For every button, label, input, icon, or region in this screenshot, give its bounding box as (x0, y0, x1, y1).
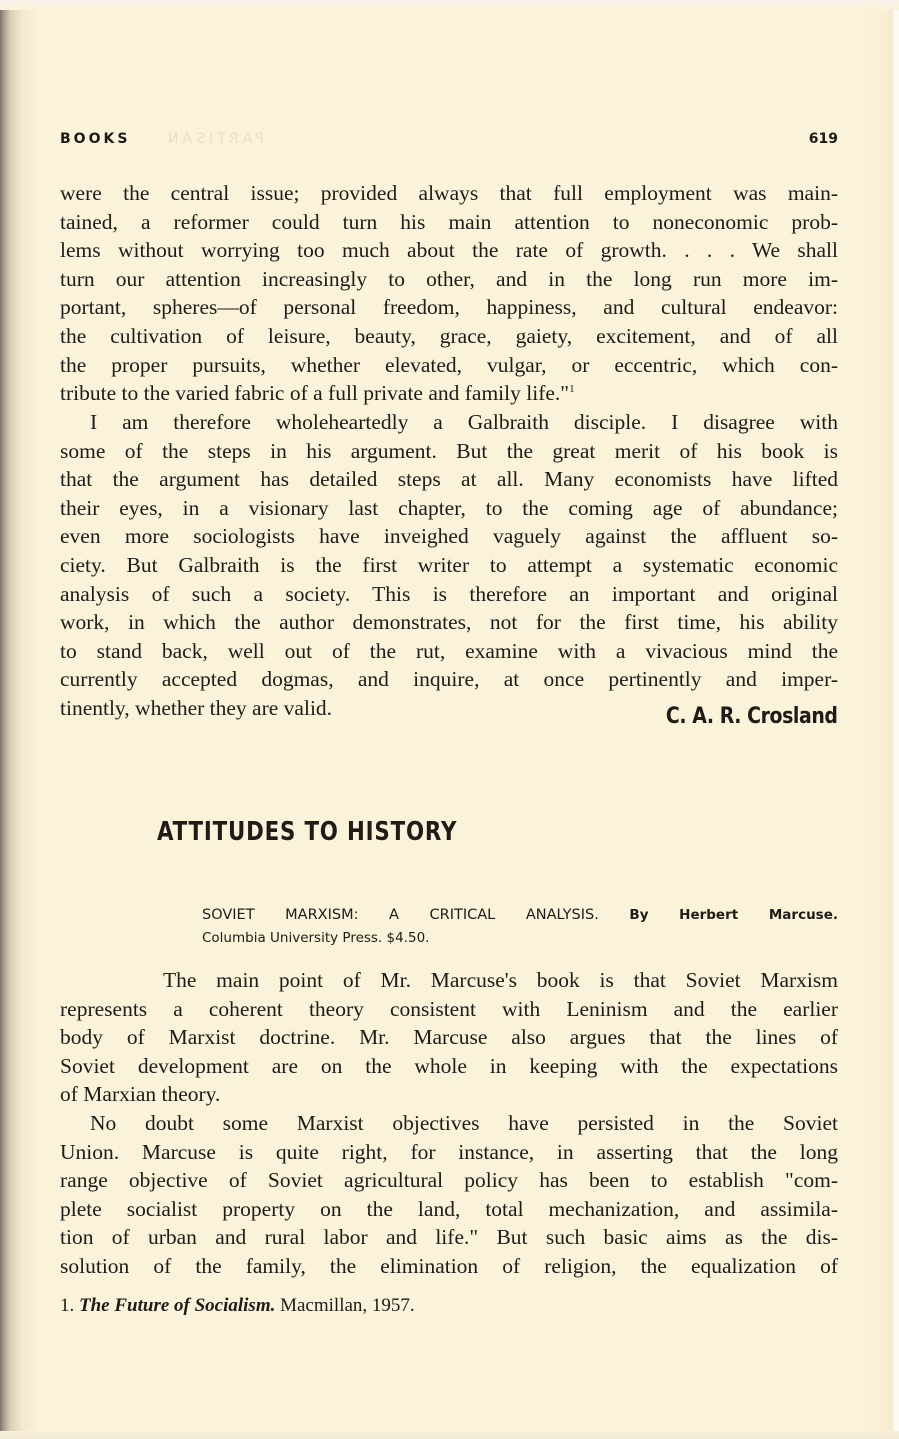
text-line: their eyes, in a visionary last chapter, to the coming age of abundance; (60, 495, 838, 520)
review1-quote-paragraph (60, 179, 838, 408)
page-number: 619 (808, 131, 838, 147)
text-line: work, in which the author demonstrates, not for the first time, his ability (60, 610, 838, 635)
footnote-marker: 1 (569, 383, 575, 396)
book-citation (202, 904, 838, 950)
text-line: The main point of Mr. Marcuse's book is that Soviet Marxism (163, 968, 838, 992)
text-line: tained, a reformer could turn his main attention to noneconomic prob- (60, 209, 838, 234)
book-title: SOVIET MARXISM: A CRITICAL ANALYSIS. (202, 907, 599, 923)
book-citation-line (202, 904, 838, 927)
review1-conclusion-paragraph (60, 408, 838, 723)
text-line: were the central issue; provided always that full employment was main- (60, 181, 838, 205)
bleed-through-text: PARTISAN (164, 131, 264, 147)
text-line: lems without worrying too much about the rate of growth. . . . We shall (60, 238, 838, 263)
text-line: of Marxian theory. (60, 1082, 221, 1107)
text-line: currently accepted dogmas, and inquire, at once pertinently and imper- (60, 667, 838, 692)
text-line: solution of the family, the elimination of religion, the equalization of (60, 1253, 838, 1278)
footnote-number: 1. (60, 1295, 75, 1316)
text-line: ciety. But Galbraith is the first writer to attempt a systematic economic (60, 552, 838, 577)
text-line: some of the steps in his argument. But the great merit of his book is (60, 438, 838, 463)
reviewer-signature: C. A. R. Crosland (665, 704, 837, 729)
footnote (60, 1294, 415, 1318)
review2-paragraph-1 (60, 966, 838, 1109)
text-line: represents a coherent theory consistent with Leninism and the earlier (60, 996, 838, 1021)
text-line: portant, spheres—of personal freedom, happiness, and cultural endeavor: (60, 295, 838, 320)
text-line: Union. Marcuse is quite right, for instance, in asserting that the long (60, 1139, 838, 1164)
text-line: plete socialist property on the land, total mechanization, and assimila- (60, 1196, 838, 1221)
text-line: body of Marxist doctrine. Mr. Marcuse also argues that the lines of (60, 1025, 838, 1050)
page-top-edge (0, 0, 899, 10)
text-line: range objective of Soviet agricultural policy has been to establish "com- (60, 1168, 838, 1193)
book-publisher-price: Columbia University Press. $4.50. (202, 930, 430, 946)
text-line: No doubt some Marxist objectives have persisted in the Soviet (90, 1111, 838, 1135)
text-line: analysis of such a society. This is therefore an important and original (60, 581, 838, 606)
text-line: that the argument has detailed steps at all. Many economists have lifted (60, 467, 838, 492)
text-line (60, 379, 838, 408)
book-author: By Herbert Marcuse. (629, 907, 839, 923)
text-line: even more sociologists have inveighed vaguely against the affluent so- (60, 524, 838, 549)
section-title: ATTITUDES TO HISTORY (157, 817, 458, 847)
text-line: to stand back, well out of the rut, examine with a vivacious mind the (60, 638, 838, 663)
footnote-book-title: The Future of Socialism. (79, 1295, 276, 1316)
footnote-publisher: Macmillan, 1957. (280, 1295, 415, 1316)
running-head-section: BOOKS (60, 131, 131, 147)
text-line: turn our attention increasingly to other, and in the long run more im- (60, 266, 838, 291)
text-line: the proper pursuits, whether elevated, vulgar, or eccentric, which con- (60, 352, 838, 377)
text-line: tion of urban and rural labor and life." But such basic aims as the dis- (60, 1225, 838, 1250)
review2-paragraph-2 (60, 1109, 838, 1281)
text-line: I am therefore wholeheartedly a Galbraith disciple. I disagree with (90, 410, 838, 434)
text-line-content: tribute to the varied fabric of a full private and family life." (60, 381, 570, 406)
running-head (60, 131, 838, 151)
text-line: the cultivation of leisure, beauty, grace, gaiety, excitement, and of all (60, 323, 838, 348)
page-bottom-edge (0, 1431, 899, 1439)
text-line: Soviet development are on the whole in keeping with the expectations (60, 1053, 838, 1078)
text-line: tinently, whether they are valid. (60, 695, 333, 720)
